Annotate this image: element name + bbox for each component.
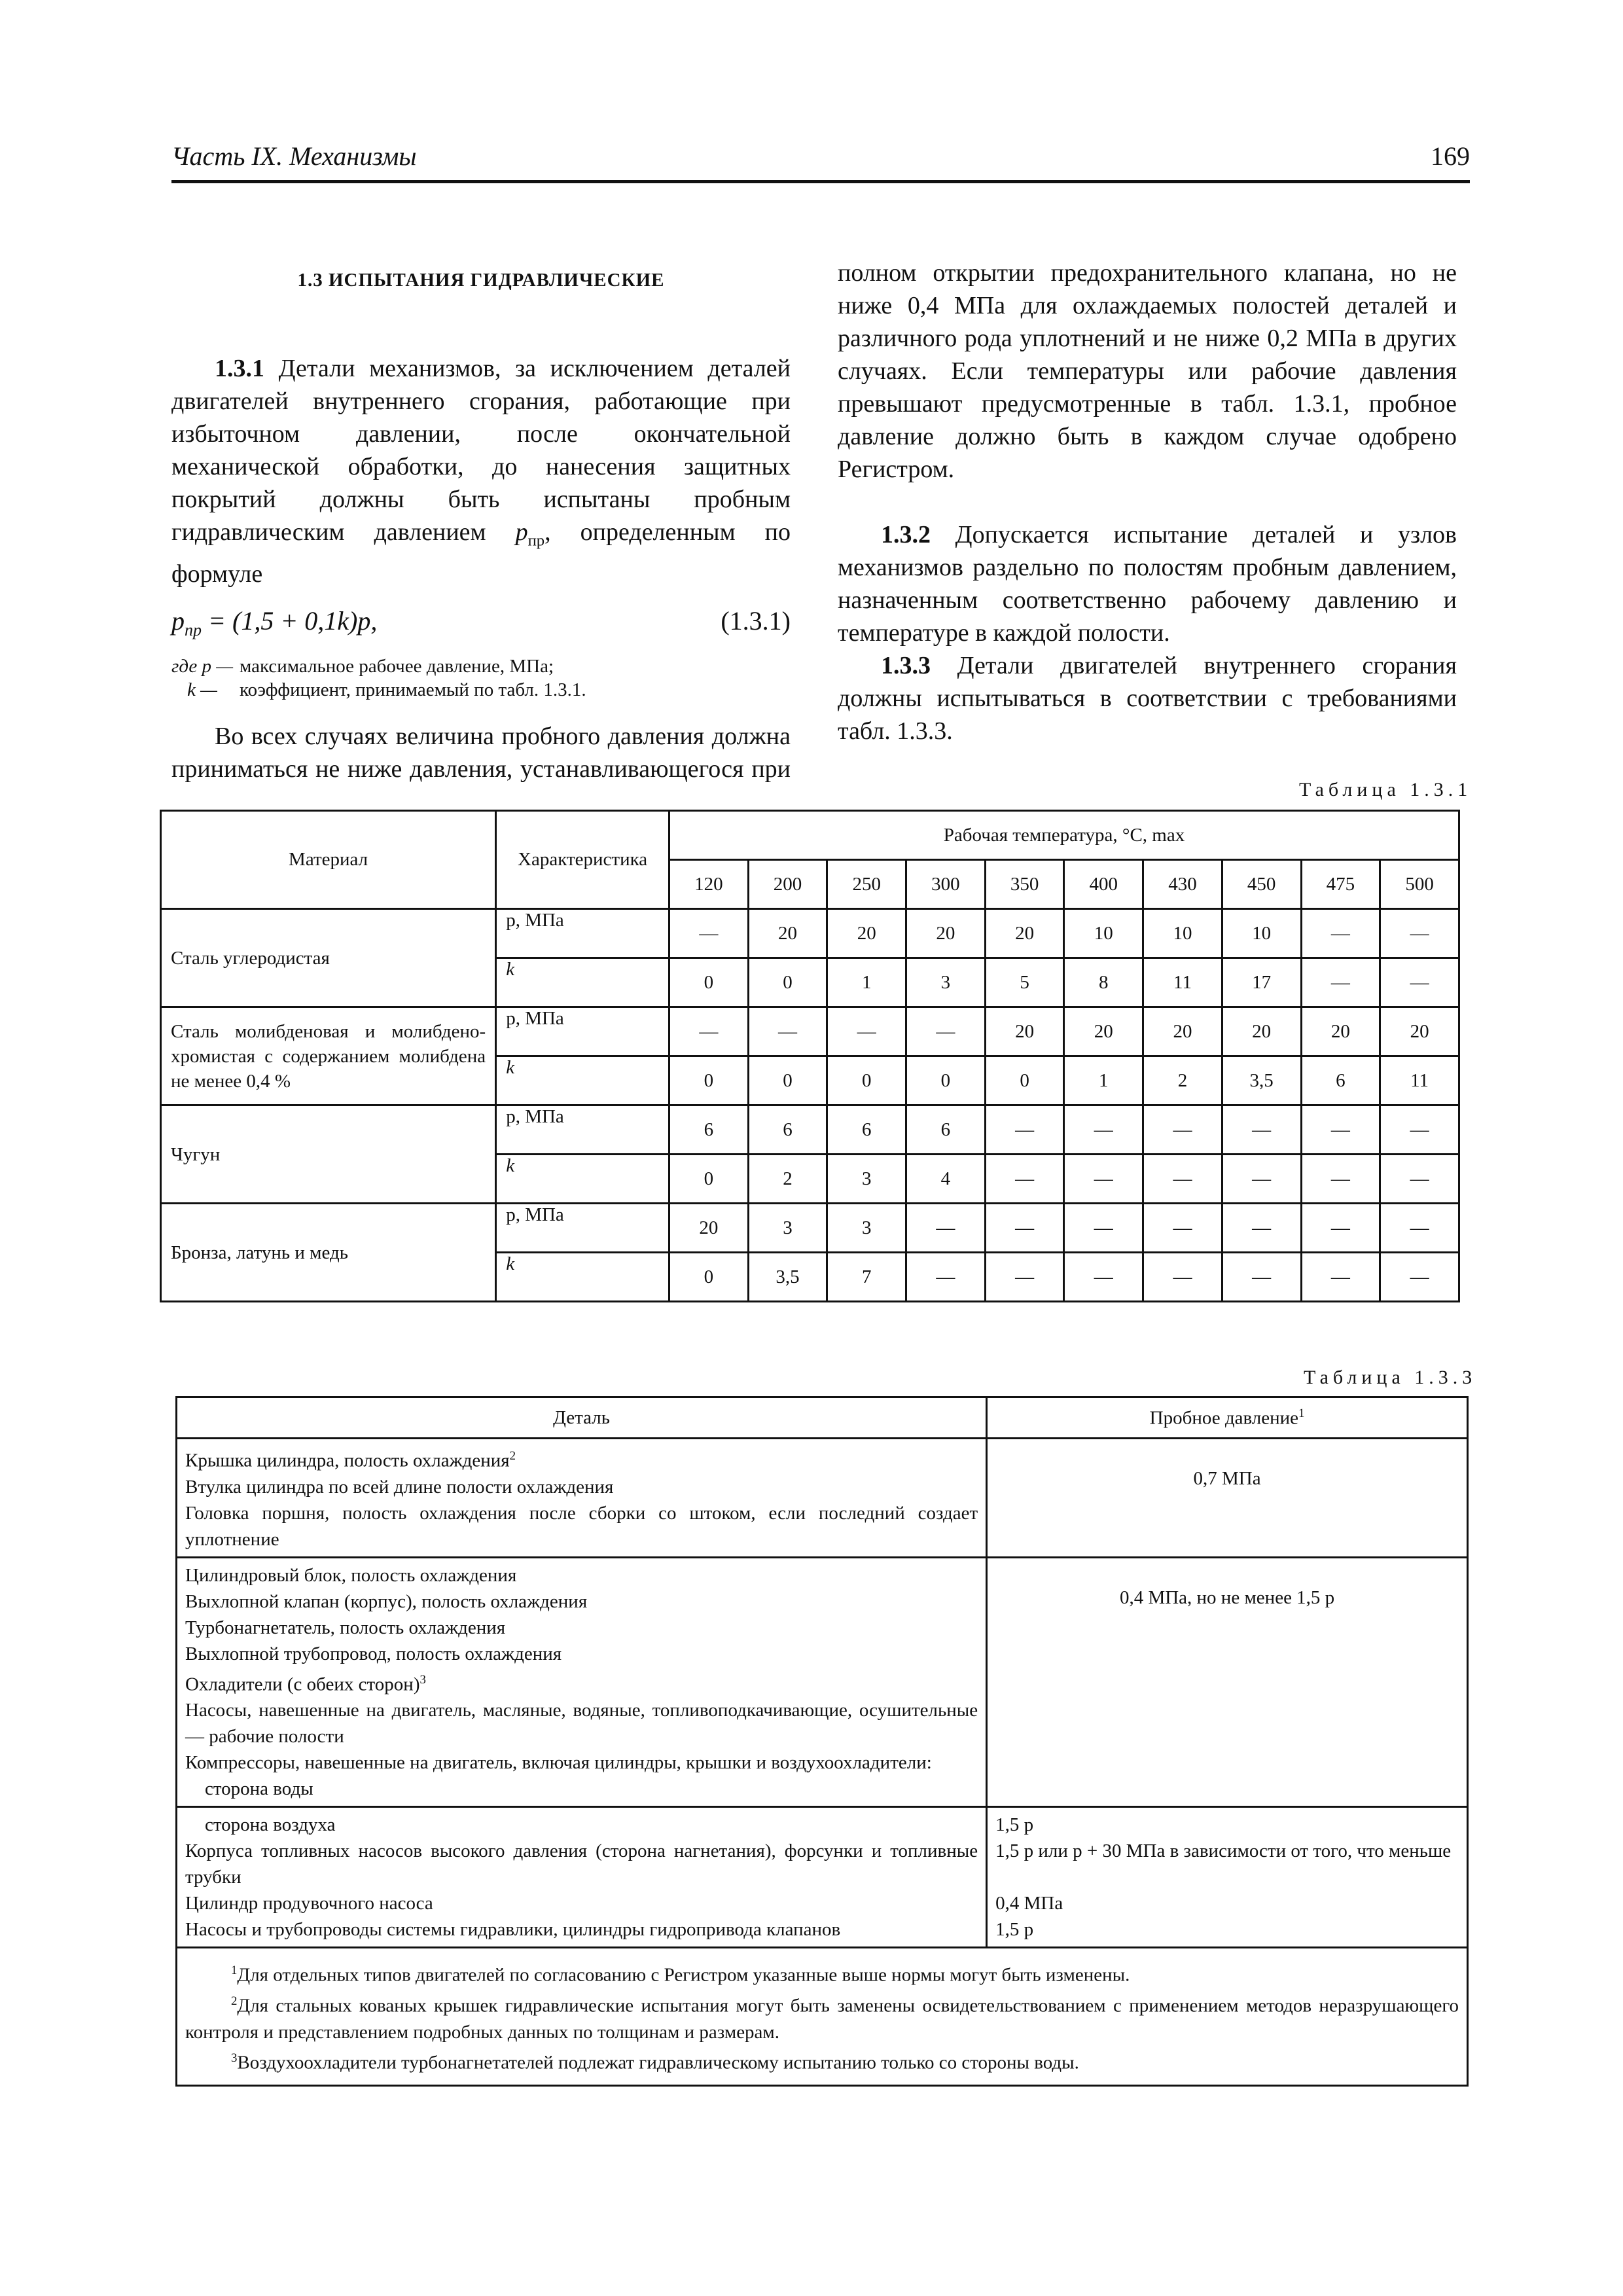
value-cell: 6 <box>669 1105 749 1155</box>
value-cell: 0 <box>669 1253 749 1302</box>
characteristic-cell: k <box>496 1253 669 1302</box>
material-cell: Сталь углеродистая <box>161 909 496 1007</box>
value-cell: 0 <box>827 1056 906 1105</box>
page-number: 169 <box>1431 141 1470 171</box>
paragraph-text: Детали механизмов, за исключением деталей двигателей внутреннего сгорания, работающие при избыточном давлении, после окончательной механической обработки, до нанесения защитных покрытий должны быть испытаны пробным гидравлическим давлением <box>171 355 791 546</box>
header-test-pressure <box>987 1397 1468 1439</box>
value-cell: 1 <box>827 958 906 1007</box>
value-cell: 6 <box>827 1105 906 1155</box>
footnote-mark: 3 <box>231 2051 238 2065</box>
value-cell: 6 <box>1301 1056 1380 1105</box>
temp-cell: 430 <box>1143 860 1222 909</box>
table-row <box>161 1007 1459 1056</box>
value-cell: 20 <box>1380 1007 1459 1056</box>
value-cell: 0 <box>669 958 749 1007</box>
footnote-mark: 1 <box>231 1964 238 1978</box>
value-cell: 0 <box>669 1155 749 1204</box>
temp-cell: 300 <box>906 860 986 909</box>
paragraph-1-3-2 <box>838 518 1457 649</box>
continued-text: полном открытии предохранительного клапана, но не ниже 0,4 МПа для охлаждаемых полостей деталей и различного рода уплотнений и не ниже 0,2 МПа в других случаях. Если температуры или рабочие давления превышают предусмотренные в табл. 1.3.1, пробное давление должно быть в каждом случае одобрено Регистром. <box>838 259 1457 483</box>
value-cell: — <box>1301 1155 1380 1204</box>
value-cell: — <box>985 1204 1064 1253</box>
legend-key: k — <box>187 679 217 700</box>
detail-line: Насосы и трубопроводы системы гидравлики, цилиндры гидропривода клапанов <box>185 1919 841 1941</box>
value-cell: 20 <box>906 909 986 958</box>
value-cell: — <box>1301 1253 1380 1302</box>
detail-line: Крышка цилиндра, полость охлаждения <box>185 1450 510 1471</box>
characteristic-cell: p, МПа <box>496 909 669 958</box>
value-cell: 20 <box>1301 1007 1380 1056</box>
value-cell: 20 <box>1064 1007 1143 1056</box>
value-cell: — <box>1143 1204 1222 1253</box>
value-cell: — <box>1380 1204 1459 1253</box>
value-cell: 0 <box>748 1056 827 1105</box>
value-cell: 1 <box>1064 1056 1143 1105</box>
temp-cell: 450 <box>1222 860 1301 909</box>
legend-row-p <box>171 655 791 678</box>
value-cell: 17 <box>1222 958 1301 1007</box>
pressure-cell: 0,7 МПа <box>987 1439 1468 1558</box>
characteristic-cell: p, МПа <box>496 1105 669 1155</box>
value-cell: 10 <box>1064 909 1143 958</box>
value-cell: — <box>1064 1204 1143 1253</box>
characteristic-cell: k <box>496 1056 669 1105</box>
header-text: Пробное давление <box>1149 1407 1299 1429</box>
table-1-3-1-body <box>161 909 1459 1302</box>
value-cell: — <box>1380 909 1459 958</box>
value-cell: 20 <box>985 909 1064 958</box>
value-cell: — <box>985 1253 1064 1302</box>
pressure-cell <box>987 1807 1468 1948</box>
section-heading: 1.3 ИСПЫТАНИЯ ГИДРАВЛИЧЕСКИЕ <box>297 270 665 291</box>
left-column <box>171 257 791 785</box>
characteristic-cell: k <box>496 958 669 1007</box>
value-cell: — <box>1301 1204 1380 1253</box>
detail-cell <box>177 1807 987 1948</box>
value-cell: 3 <box>906 958 986 1007</box>
value-cell: 7 <box>827 1253 906 1302</box>
material-cell: Бронза, латунь и медь <box>161 1204 496 1302</box>
detail-line: Выхлопной трубопровод, полость охлаждения <box>185 1643 562 1664</box>
value-cell: 20 <box>985 1007 1064 1056</box>
value-cell: 10 <box>1222 909 1301 958</box>
paragraph-text: Детали двигателей внутреннего сгорания должны испытываться в соответствии с требованиями табл. 1.3.3. <box>838 652 1457 745</box>
temp-cell: 350 <box>985 860 1064 909</box>
value-cell: — <box>748 1007 827 1056</box>
value-cell: — <box>1301 909 1380 958</box>
footnote-mark: 2 <box>231 1994 238 2008</box>
characteristic-cell: k <box>496 1155 669 1204</box>
value-cell: 0 <box>906 1056 986 1105</box>
paragraph-all-cases-continued <box>838 257 1457 518</box>
footnote-3: Воздухоохладители турбонагнетателей подлежат гидравлическому испытанию только со стороны воды. <box>237 2052 1079 2073</box>
detail-line: сторона воздуха <box>205 1814 336 1836</box>
value-cell: — <box>985 1155 1064 1204</box>
clause-number: 1.3.2 <box>881 521 931 548</box>
value-cell: 0 <box>669 1056 749 1105</box>
detail-line: Выхлопной клапан (корпус), полость охлаждения <box>185 1590 588 1612</box>
value-cell: 3 <box>827 1155 906 1204</box>
header-material: Материал <box>161 811 496 909</box>
value-cell: 3 <box>827 1204 906 1253</box>
paragraph-text-end: , определенным по формуле <box>171 518 791 588</box>
table-row <box>177 1439 1468 1558</box>
material-cell: Чугун <box>161 1105 496 1204</box>
value-cell: — <box>1064 1253 1143 1302</box>
value-cell: — <box>1222 1105 1301 1155</box>
pressure-cell: 0,4 МПа, но не менее 1,5 p <box>987 1557 1468 1807</box>
detail-line: Охладители (с обеих сторон) <box>185 1674 420 1695</box>
detail-line: Втулка цилиндра по всей длине полости охлаждения <box>185 1476 614 1498</box>
value-cell: 20 <box>669 1204 749 1253</box>
table-1-3-3 <box>175 1396 1469 2087</box>
temp-cell: 120 <box>669 860 749 909</box>
value-cell: 20 <box>1222 1007 1301 1056</box>
formula-symbol: p <box>171 605 185 636</box>
value-cell: 6 <box>906 1105 986 1155</box>
value-cell: — <box>906 1007 986 1056</box>
value-cell: — <box>1222 1155 1301 1204</box>
clause-number: 1.3.1 <box>215 355 264 382</box>
legend-text: максимальное рабочее давление, МПа; <box>240 655 554 677</box>
table-row <box>161 909 1459 958</box>
table-row <box>177 1807 1468 1948</box>
value-cell: — <box>1222 1204 1301 1253</box>
legend-text: коэффициент, принимаемый по табл. 1.3.1. <box>240 679 586 700</box>
running-title: Часть IX. Механизмы <box>171 141 417 171</box>
pressure-line: 1,5 p или p + 30 МПа в зависимости от того, что меньше <box>995 1840 1452 1862</box>
temp-cell: 200 <box>748 860 827 909</box>
header-detail: Деталь <box>177 1397 987 1439</box>
value-cell: — <box>1380 1253 1459 1302</box>
header-characteristic: Характеристика <box>496 811 669 909</box>
value-cell: — <box>1380 1105 1459 1155</box>
value-cell: 6 <box>748 1105 827 1155</box>
value-cell: 11 <box>1380 1056 1459 1105</box>
temp-cell: 475 <box>1301 860 1380 909</box>
value-cell: — <box>906 1253 986 1302</box>
formula-legend <box>171 655 791 702</box>
page-header <box>171 141 1470 183</box>
value-cell: 11 <box>1143 958 1222 1007</box>
value-cell: 20 <box>1143 1007 1222 1056</box>
footnote-ref: 2 <box>509 1449 516 1463</box>
formula-body: = (1,5 + 0,1k)p, <box>202 605 378 636</box>
value-cell: 0 <box>748 958 827 1007</box>
pressure-line: 0,4 МПа <box>995 1893 1063 1914</box>
value-cell: — <box>1301 1105 1380 1155</box>
value-cell: 20 <box>827 909 906 958</box>
detail-line: Цилиндровый блок, полость охлаждения <box>185 1564 517 1586</box>
detail-line: Турбонагнетатель, полость охлаждения <box>185 1617 506 1638</box>
value-cell: — <box>1064 1105 1143 1155</box>
temp-cell: 500 <box>1380 860 1459 909</box>
characteristic-cell: p, МПа <box>496 1007 669 1056</box>
value-cell: 3 <box>748 1204 827 1253</box>
detail-line: Насосы, навешенные на двигатель, масляные, водяные, топливоподкачивающие, осушительные — рабочие полости <box>185 1700 978 1748</box>
detail-line: сторона воды <box>205 1778 313 1800</box>
paragraph-1-3-1 <box>171 352 791 590</box>
value-cell: — <box>669 909 749 958</box>
value-cell: 2 <box>1143 1056 1222 1105</box>
formula-expression <box>171 603 377 648</box>
value-cell: 0 <box>985 1056 1064 1105</box>
formula-number: (1.3.1) <box>721 605 791 636</box>
formula <box>171 603 791 648</box>
table-row <box>161 1204 1459 1253</box>
detail-line: Головка поршня, полость охлаждения после сборки со штоком, если последний создает уплотнение <box>185 1502 978 1550</box>
value-cell: — <box>827 1007 906 1056</box>
value-cell: — <box>1222 1253 1301 1302</box>
legend-row-k <box>171 678 791 702</box>
value-cell: — <box>1143 1253 1222 1302</box>
detail-cell <box>177 1557 987 1807</box>
value-cell: 3,5 <box>748 1253 827 1302</box>
right-column <box>838 257 1457 747</box>
value-cell: — <box>669 1007 749 1056</box>
footnotes <box>177 1948 1468 2086</box>
value-cell: 4 <box>906 1155 986 1204</box>
table-1-3-3-caption: Таблица 1.3.3 <box>1304 1367 1477 1388</box>
paragraph-text: Допускается испытание деталей и узлов механизмов раздельно по полостям пробным давлением, назначенным соответственно рабочему давлению и температуре в каждой полости. <box>838 521 1457 647</box>
symbol-p: p <box>515 518 528 546</box>
value-cell: — <box>1064 1155 1143 1204</box>
subscript: пр <box>527 531 545 550</box>
detail-line: Компрессоры, навешенные на двигатель, включая цилиндры, крышки и воздухоохладители: <box>185 1752 932 1774</box>
value-cell: 2 <box>748 1155 827 1204</box>
value-cell: 3,5 <box>1222 1056 1301 1105</box>
value-cell: — <box>906 1204 986 1253</box>
value-cell: — <box>1143 1105 1222 1155</box>
material-cell: Сталь молибденовая и молибдено-хромистая с содержанием молибдена не менее 0,4 % <box>161 1007 496 1105</box>
value-cell: 5 <box>985 958 1064 1007</box>
table-row <box>161 1105 1459 1155</box>
value-cell: — <box>1380 958 1459 1007</box>
value-cell: 8 <box>1064 958 1143 1007</box>
paragraph-1-3-3 <box>838 649 1457 747</box>
value-cell: 10 <box>1143 909 1222 958</box>
table-1-3-1 <box>160 810 1460 1302</box>
header-temperature: Рабочая температура, °С, max <box>669 811 1459 860</box>
formula-subscript: пр <box>185 620 202 639</box>
table-row <box>177 1557 1468 1807</box>
legend-key: где p — <box>171 655 233 677</box>
detail-line: Корпуса топливных насосов высокого давления (сторона нагнетания), форсунки и топливные трубки <box>185 1840 978 1888</box>
paragraph-all-cases: Во всех случаях величина пробного давления должна приниматься не ниже давления, устанавливающегося при <box>171 722 791 783</box>
temp-cell: 250 <box>827 860 906 909</box>
pressure-line: 1,5 p <box>995 1814 1034 1836</box>
footnote-ref: 1 <box>1298 1406 1305 1420</box>
table-1-3-1-caption: Таблица 1.3.1 <box>1299 779 1472 800</box>
characteristic-cell: p, МПа <box>496 1204 669 1253</box>
value-cell: — <box>1143 1155 1222 1204</box>
footnotes-row <box>177 1948 1468 2086</box>
temp-cell: 400 <box>1064 860 1143 909</box>
detail-cell <box>177 1439 987 1558</box>
value-cell: — <box>1380 1155 1459 1204</box>
clause-number: 1.3.3 <box>881 652 931 679</box>
pressure-line: 1,5 p <box>995 1919 1034 1941</box>
footnote-1: Для отдельных типов двигателей по согласованию с Регистром указанные выше нормы могут быть изменены. <box>237 1964 1130 1986</box>
value-cell: — <box>985 1105 1064 1155</box>
value-cell: — <box>1301 958 1380 1007</box>
footnote-2: Для стальных кованых крышек гидравлические испытания могут быть заменены освидетельствованием с применением методов неразрушающего контроля и представлением подробных данных по толщинам и размерам. <box>185 1995 1459 2043</box>
footnote-ref: 3 <box>419 1672 426 1687</box>
value-cell: 20 <box>748 909 827 958</box>
detail-line: Цилиндр продувочного насоса <box>185 1893 433 1914</box>
